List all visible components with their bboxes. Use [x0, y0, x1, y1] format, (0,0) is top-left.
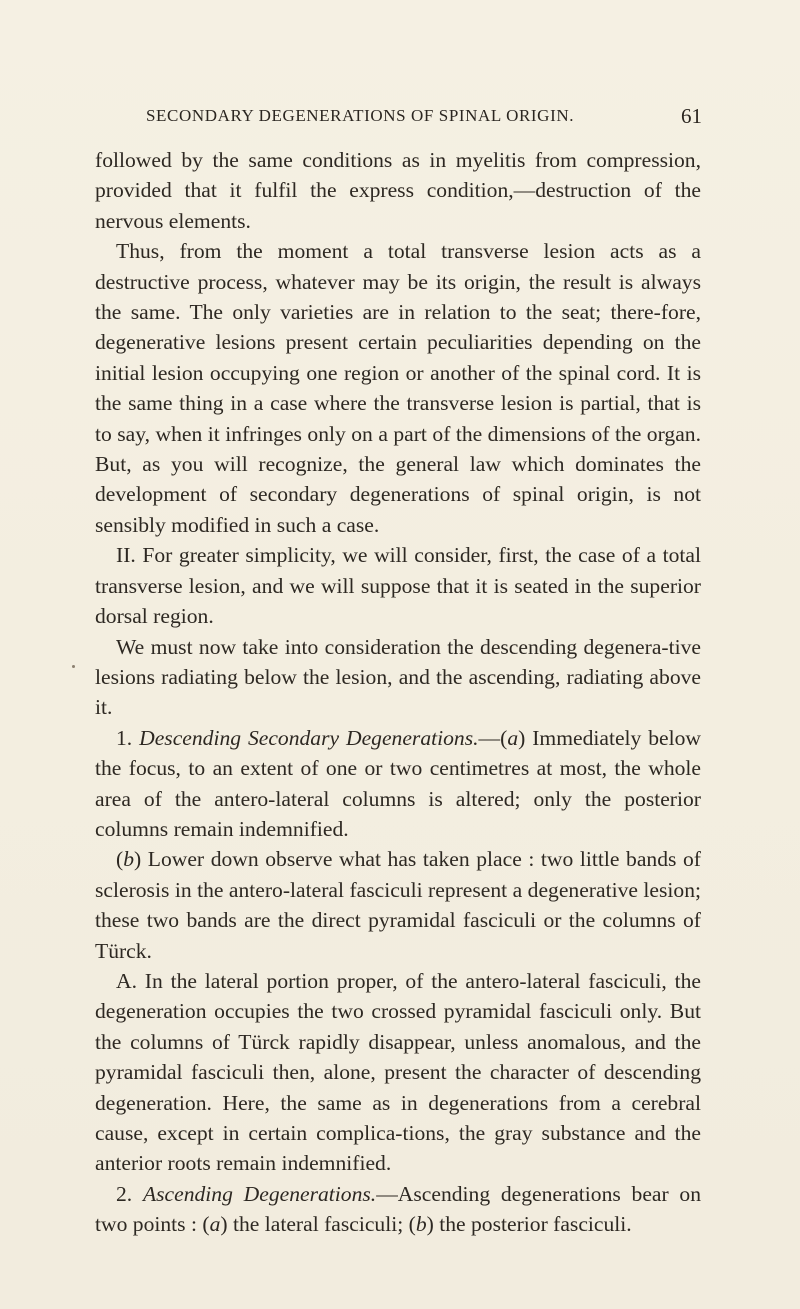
item-label: a	[209, 1212, 221, 1237]
section-title: Descending Secondary Degenerations.	[139, 725, 479, 750]
paragraph-text: Ascending degenerations bear on two points :	[95, 1181, 702, 1237]
paragraph	[95, 632, 701, 723]
paragraph-item-b: (b) Lower down observe what has taken place : two little bands of sclerosis in the antero-lateral fasciculi represent a degenerative lesion; these two bands are the direct pyramidal fasciculi or the columns of Türck.	[95, 847, 701, 963]
section-title: Ascending Degenerations.	[142, 1181, 377, 1206]
margin-speck	[72, 665, 75, 668]
section-number: 1.	[116, 725, 133, 750]
section-number: 2.	[116, 1181, 133, 1206]
item-text: the posterior fasciculi.	[439, 1212, 632, 1237]
paragraph-text: Immediately below the focus, to an extent of one or two centimetres at most, the whole area of the antero-lateral columns is altered; only the posterior columns remain indemnified.	[95, 725, 701, 841]
em-dash: —	[376, 1181, 398, 1206]
em-dash: —	[478, 725, 501, 750]
paragraph-continuation	[95, 145, 701, 236]
paragraph	[95, 236, 701, 540]
body-text	[95, 145, 701, 1240]
item-label: b	[123, 847, 134, 872]
running-head: SECONDARY DEGENERATIONS OF SPINAL ORIGIN.	[146, 106, 575, 125]
paragraph-text: Thus, from the moment a total transverse lesion acts as a destructive process, whatever may be its origin, the result is always the same. The only varieties are in relation to the seat; there-fore, degenerative lesions present certain peculiarities depending on the initial lesion occupying one region or another of the spinal cord. It is the same thing in a case where the transverse lesion is partial, that is to say, when it infringes only on a part of the dimensions of the organ. But, as you will recognize, the general law which dominates the development of secondary degenerations of spinal origin, is not sensibly modified in such a case.	[95, 239, 701, 537]
paragraph-text: We must now take into consideration the descending degenera-tive lesions radiating below the lesion, and the ascending, radiating above it.	[95, 634, 701, 720]
item-label: b	[415, 1212, 427, 1237]
item-label: a	[507, 725, 519, 750]
paragraph-text: II. For greater simplicity, we will consider, first, the case of a total transverse lesion, and we will suppose that it is seated in the superior dorsal region.	[95, 543, 701, 629]
page-number: 61	[681, 104, 702, 128]
paragraph-text: Lower down observe what has taken place : two little bands of sclerosis in the antero-lateral fasciculi represent a degenerative lesion; these two bands are the direct pyramidal fasciculi or the columns of Türck.	[95, 847, 701, 963]
section-ascending: 2. Ascending Degenerations.—Ascending degenerations bear on two points : (a) the lateral fasciculi; (b) the posterior fasciculi.	[95, 1181, 702, 1237]
paragraph-text: followed by the same conditions as in myelitis from compression, provided that it fulfil the express condition,—destruction of the nervous elements.	[95, 148, 701, 233]
paragraph-a	[95, 966, 701, 1179]
section-descending: 1. Descending Secondary Degenerations.—(a) Immediately below the focus, to an extent of one or two centimetres at most, the whole area of the antero-lateral columns is altered; only the posterior columns remain indemnified.	[95, 725, 701, 841]
paragraph	[95, 540, 701, 631]
paragraph-text: A. In the lateral portion proper, of the antero-lateral fasciculi, the degeneration occupies the two crossed pyramidal fasciculi only. But the columns of Türck rapidly disappear, unless anomalous, and the pyramidal fasciculi then, alone, present the character of descending degeneration. Here, the same as in degenerations from a cerebral cause, except in certain complica-tions, the gray substance and the anterior roots remain indemnified.	[95, 968, 701, 1176]
item-text: the lateral fasciculi;	[232, 1212, 404, 1237]
